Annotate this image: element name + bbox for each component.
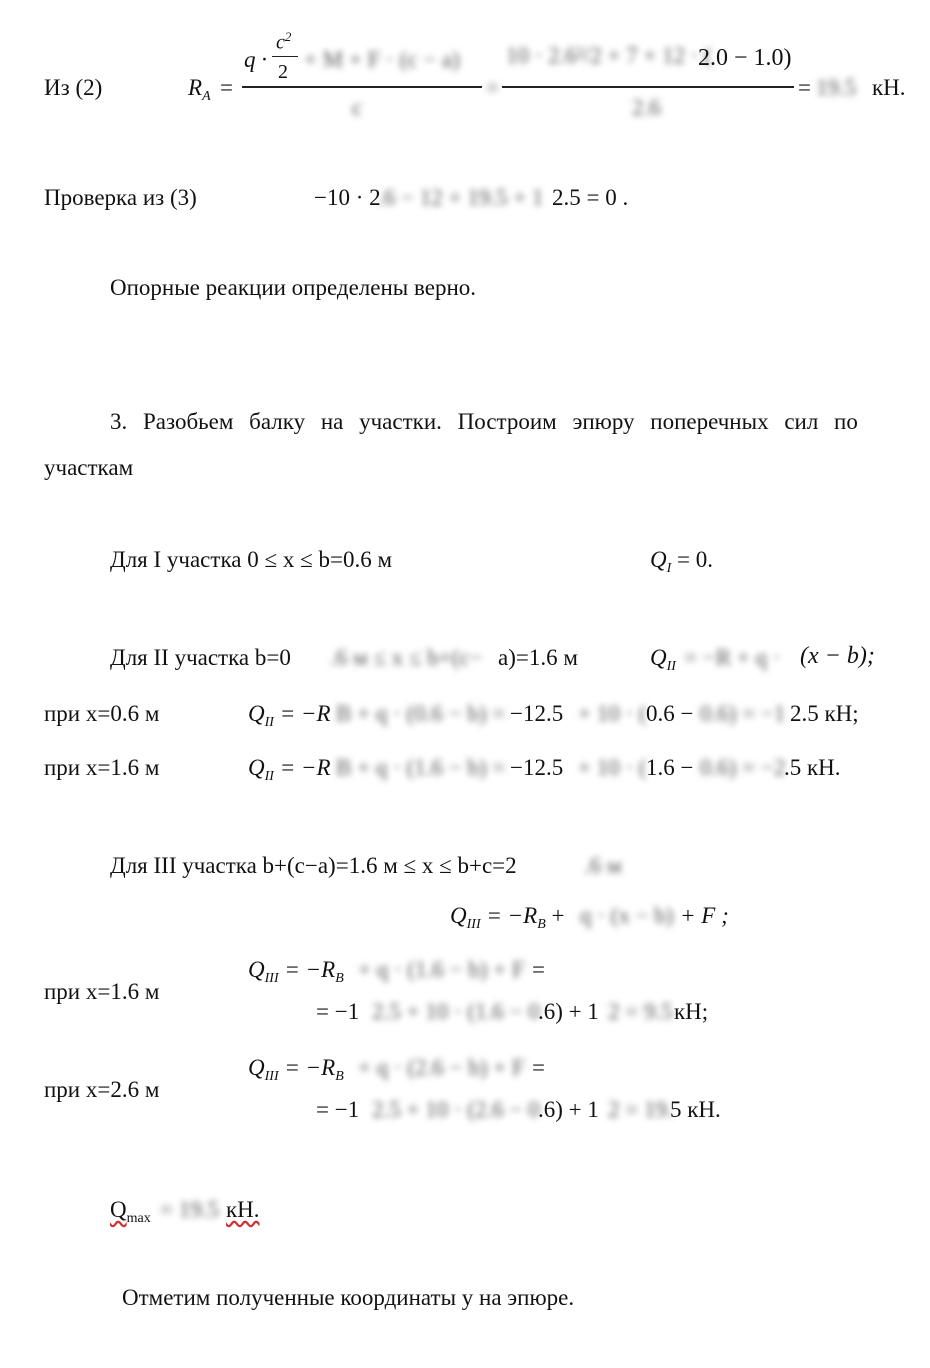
- end-eq: =: [798, 75, 811, 100]
- qmax-label: $Q_{max}$: [110, 1197, 151, 1226]
- section-2-point-2-label: при x=1.6 м: [44, 755, 160, 780]
- section-2-point-1-mid: −12.5: [510, 701, 564, 726]
- section-paragraph-line2: участкам: [44, 455, 134, 480]
- section-2-point-2-blur2: + 10 · (: [578, 755, 647, 780]
- fraction-line-2: [502, 86, 794, 88]
- section-2-point-1-blur: B + q · (0.6 − b) =: [336, 701, 506, 726]
- section-3-point-1-bot-end: кН;: [674, 999, 709, 1024]
- check-end: 2.5 = 0 .: [552, 185, 629, 210]
- section-2-label-blur: .6 м ≤ x ≤ b+(c−: [330, 645, 483, 670]
- section-2-point-1-q: $Q_{II} = -R$: [248, 701, 331, 730]
- section-3-point-1-bot-start: = −1: [316, 999, 360, 1024]
- section-3-point-1-q: $Q_{III} = -R_B$: [248, 957, 344, 986]
- section-3-point-2-label: при x=2.6 м: [44, 1077, 160, 1102]
- section-1-q: $Q_I = 0$.: [650, 547, 714, 576]
- num-c: $c^2$: [276, 29, 292, 54]
- section-3-q-formula: $Q_{III} = -R_B$ +: [450, 903, 565, 932]
- final-text: Отметим полученные координаты y на эпюре.: [122, 1285, 575, 1310]
- section-3-point-2-bot-start: = −1: [316, 1097, 360, 1122]
- section-2-point-1-end: 2.5 кН;: [790, 701, 859, 726]
- blurred-numerator-1: + M + F · (c − a): [304, 47, 460, 72]
- section-3-point-2-top-blur: + q · (2.6 − b) + F: [358, 1055, 525, 1080]
- section-3-point-2-bot-blur2: 2 = 19.: [608, 1097, 673, 1122]
- section-2-point-1-blur3: 0.6) = −1: [700, 701, 786, 726]
- fraction-line-1: [242, 86, 482, 88]
- section-3-point-2-bot-blur: 2.5 + 10 · (2.6 − 0: [372, 1097, 540, 1122]
- num-2: 2: [278, 61, 288, 83]
- ra-symbol: $R_A$: [188, 75, 211, 104]
- section-2-point-2-blur: B + q · (1.6 − b) =: [336, 755, 506, 780]
- section-3-point-1-label: при x=1.6 м: [44, 979, 160, 1004]
- section-3-point-1-bot-blur: 2.5 + 10 · (1.6 − 0: [372, 999, 540, 1024]
- ref-label: Из (2): [44, 75, 103, 100]
- section-3-point-2-bot-end: 5 кН.: [670, 1097, 721, 1122]
- section-3-label: Для III участка b+(c−a)=1.6 м ≤ x ≤ b+c=2: [110, 853, 517, 878]
- qmax-blur: = 19.5: [160, 1197, 219, 1222]
- section-2-point-2-end: .5 кН.: [784, 755, 841, 780]
- blurred-ra-value: 19.5: [816, 75, 857, 100]
- mid-eq: =: [486, 75, 499, 100]
- section-2-point-2-mid: −12.5: [510, 755, 564, 780]
- qmax-unit: кН.: [226, 1197, 260, 1222]
- numerator-paren: 2.0 − 1.0): [698, 45, 792, 71]
- blurred-numerator-2: 10 · 2.6²/2 + 7 + 12 · (: [506, 43, 712, 68]
- blurred-denominator-2: 2.6: [632, 95, 661, 120]
- section-2-point-2-q: $Q_{II} = -R$: [248, 755, 331, 784]
- check-label: Проверка из (3): [44, 185, 197, 210]
- check-blur: .6 − 12 + 19.5 + 1: [378, 185, 544, 210]
- section-2-point-1-blur2: + 10 · (: [578, 701, 647, 726]
- section-2-point-1-mid2: 0.6 −: [646, 701, 694, 726]
- section-2-point-2-mid2: 1.6 −: [646, 755, 694, 780]
- section-2-label-end: a)=1.6 м: [498, 645, 578, 670]
- section-3-point-1-top-blur: + q · (1.6 − b) + F: [358, 957, 525, 982]
- num-q: q ·: [244, 47, 267, 72]
- eq-sign: =: [220, 75, 233, 100]
- section-3-point-2-bot-mid: .6) + 1: [538, 1097, 599, 1122]
- section-1-label: Для I участка 0 ≤ x ≤ b=0.6 м: [110, 547, 392, 572]
- section-3-point-1-bot-blur2: 2 = 9.5: [608, 999, 673, 1024]
- section-3-point-1-top-end: =: [532, 957, 545, 982]
- section-3-q-blur: q · (x − b): [580, 903, 674, 928]
- section-3-point-2-top-end: =: [532, 1055, 545, 1080]
- section-2-point-1-label: при x=0.6 м: [44, 701, 160, 726]
- section-3-q-end: + F ;: [680, 903, 729, 928]
- conclusion-text: Опорные реакции определены верно.: [110, 275, 477, 300]
- unit-kn: кН.: [872, 75, 906, 100]
- section-2-label-start: Для II участка b=0: [110, 645, 291, 670]
- check-start: −10 · 2: [314, 185, 381, 210]
- section-3-point-1-bot-mid: .6) + 1: [538, 999, 599, 1024]
- section-2-q-end: (x − b);: [800, 643, 875, 669]
- section-paragraph-line1: 3. Разобьем балку на участки. Построим эпюру поперечных сил по: [110, 409, 858, 434]
- section-2-q: $Q_{II}$: [650, 645, 676, 674]
- blurred-denominator-1: c: [352, 95, 363, 120]
- section-3-point-2-q: $Q_{III} = -R_B$: [248, 1055, 344, 1084]
- section-2-point-2-blur3: 0.6) = −2: [700, 755, 786, 780]
- section-3-label-blur: .6 м: [584, 853, 622, 878]
- section-2-q-blur: = −R + q ·: [684, 645, 781, 670]
- small-fraction-line: [272, 56, 298, 57]
